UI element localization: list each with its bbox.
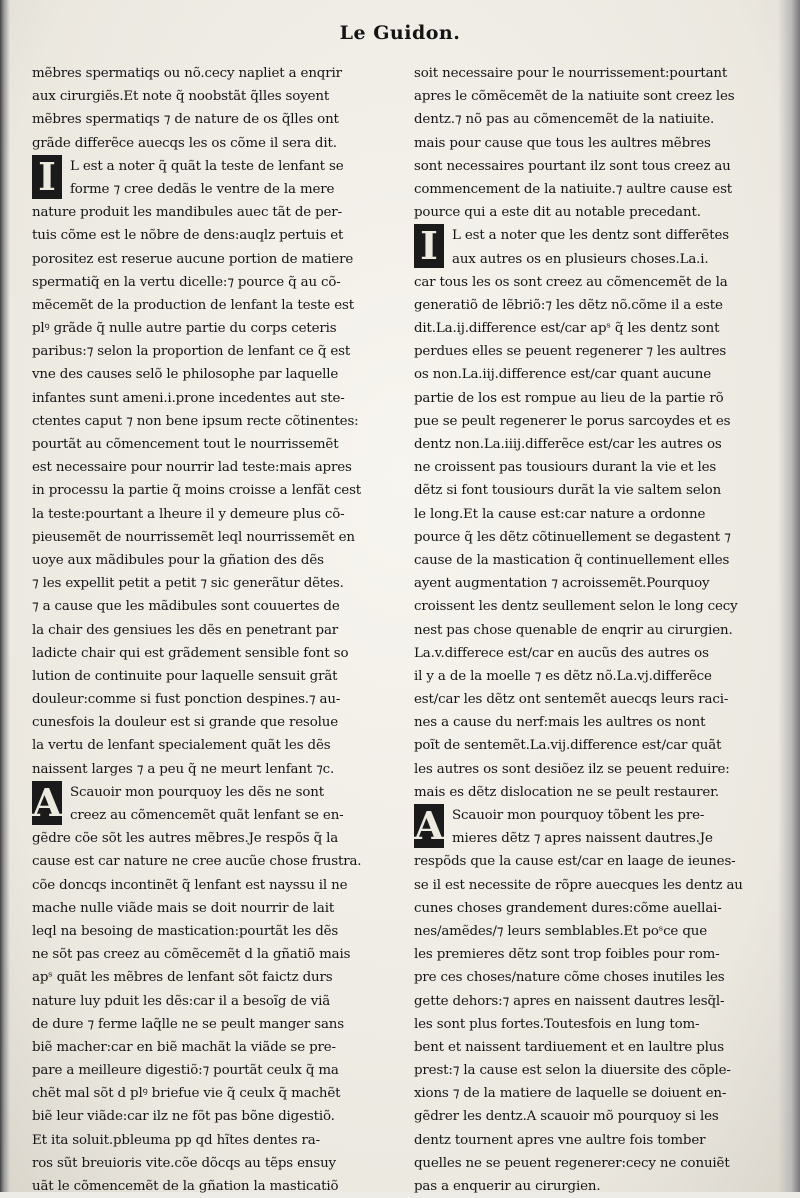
text-line: nature luy pduit les dẽs:car il a besoĩg de viã bbox=[32, 993, 331, 1009]
text-line: ⁊ a cause que les mãdibules sont couuertes de bbox=[32, 599, 340, 615]
text-line: uãt le cõmencemẽt de la gñation la masticatiõ bbox=[32, 1179, 339, 1194]
text-line: la teste:pourtant a lheure il y demeure plus cõ- bbox=[32, 506, 345, 522]
text-line: ne sõt pas creez au cõmẽcemẽt d la gñatiõ mais bbox=[32, 947, 351, 963]
text-line: tuis cõme est le nõbre de dens:auqlz pertuis et bbox=[32, 228, 344, 244]
text-line: dentz.⁊ nõ pas au cõmencemẽt de la natiuite. bbox=[414, 112, 715, 128]
text-line: xions ⁊ de la matiere de laquelle se doiuent en- bbox=[414, 1086, 727, 1102]
text-line: L est a noter que les dentz sont differẽtes bbox=[452, 228, 729, 244]
text-line: cause est car nature ne cree aucũe chose frustra. bbox=[32, 854, 362, 870]
text-line: creez au cõmencemẽt quãt lenfant se en- bbox=[70, 808, 344, 823]
text-line: in processu la partie q̃ moins croisse a lenfãt cest bbox=[32, 483, 362, 499]
drop-cap-initial: A bbox=[32, 779, 62, 825]
text-line: generatiõ de lẽbriõ:⁊ les dẽtz nõ.cõme il a este bbox=[414, 297, 723, 313]
text-line: car tous les os sont creez au cõmencemẽt de la bbox=[414, 274, 728, 290]
page-edge-shadow bbox=[778, 0, 800, 1192]
text-line: pue se peult regenerer le porus sarcoydes et es bbox=[414, 413, 731, 429]
text-line: mache nulle viãde mais se doit nourrir de lait bbox=[32, 900, 335, 916]
text-line: L est a noter q̃ quãt la teste de lenfant se bbox=[70, 158, 344, 174]
text-line: os non.La.iij.difference est/car quant aucune bbox=[414, 367, 711, 383]
text-line: commencement de la natiuite.⁊ aultre cause est bbox=[414, 181, 733, 197]
text-line: biẽ macher:car en biẽ machãt la viãde se pre- bbox=[32, 1039, 336, 1055]
text-line: aux autres os en plusieurs choses.La.i. bbox=[452, 251, 709, 267]
text-line: quelles ne se peuent regenerer:cecy ne conuiẽt bbox=[414, 1155, 730, 1171]
text-line: mẽbres spermatiqs ⁊ de nature de os q̃lles ont bbox=[32, 112, 339, 128]
text-line: mieres dẽtz ⁊ apres naissent dautres.Je bbox=[452, 831, 713, 847]
text-line: mẽcemẽt de la production de lenfant la teste est bbox=[32, 297, 354, 313]
text-line: dẽtz si font tousiours durãt la vie saltem selon bbox=[414, 483, 722, 499]
text-line: gẽdre cõe sõt les autres mẽbres.Je respõs q̃ la bbox=[32, 831, 339, 847]
text-line: pieusemẽt de nourrissemẽt leql nourrissemẽt en bbox=[32, 529, 355, 545]
drop-cap-initial: I bbox=[414, 224, 444, 268]
page-gutter-shadow bbox=[0, 0, 10, 1192]
text-line: ladicte chair qui est grãdement sensible font so bbox=[32, 645, 349, 661]
text-line: naissent larges ⁊ a peu q̃ ne meurt lenfant ⁊c. bbox=[32, 761, 335, 777]
text-line: les autres os sont desiõez ilz se peuent reduire: bbox=[414, 761, 730, 777]
text-line: Scauoir mon pourquoy les dẽs ne sont bbox=[70, 784, 324, 800]
drop-cap-initial: A bbox=[414, 803, 444, 848]
text-line: mẽbres spermatiqs ou nõ.cecy napliet a enqrir bbox=[32, 66, 342, 81]
text-line: pource qui a este dit au notable precedant. bbox=[414, 205, 701, 221]
text-line: de dure ⁊ ferme laq̃lle ne se peult manger sans bbox=[32, 1016, 344, 1032]
text-line: les premieres dẽtz sont trop foibles pour rom- bbox=[414, 947, 720, 963]
text-line: ayent augmentation ⁊ acroissemẽt.Pourquoy bbox=[414, 576, 710, 592]
text-line: spermatiq̃ en la vertu dicelle:⁊ pource q̃ au cõ- bbox=[32, 274, 341, 290]
text-line: est necessaire pour nourrir lad teste:mais apres bbox=[32, 460, 352, 476]
text-line: Scauoir mon pourquoy tõbent les pre- bbox=[452, 808, 705, 823]
text-line: sont necessaires pourtant ilz sont tous creez au bbox=[414, 158, 731, 174]
text-line: douleur:comme si fust ponction despines.⁊ au- bbox=[32, 692, 341, 708]
text-line: grãde differẽce auecqs les os cõme il sera dit. bbox=[32, 135, 337, 151]
text-line: la chair des gensiues les dẽs en penetrant par bbox=[32, 622, 339, 638]
text-line: lution de continuite pour laquelle sensuit grãt bbox=[32, 668, 338, 684]
text-line: nature produit les mandibules auec tãt de per- bbox=[32, 205, 342, 221]
text-line: ⁊ les expellit petit a petit ⁊ sic generãtur dẽtes. bbox=[32, 576, 344, 592]
text-line: nest pas chose quenable de enqrir au cirurgien. bbox=[414, 622, 733, 638]
text-line: Et ita soluit.pbleuma pp qd hĩtes dentes ra- bbox=[32, 1132, 320, 1148]
text-line: prest:⁊ la cause est selon la diuersite des cõple- bbox=[414, 1063, 731, 1079]
text-line: aux cirurgiẽs.Et note q̃ noobstãt q̃lles soyent bbox=[32, 89, 330, 105]
drop-cap-initial: I bbox=[32, 155, 62, 199]
text-line: perdues elles se peuent regenerer ⁊ les aultres bbox=[414, 344, 727, 360]
text-line: paribus:⁊ selon la proportion de lenfant ce q̃ est bbox=[32, 344, 351, 360]
text-line: est/car les dẽtz ont sentemẽt auecqs leurs raci- bbox=[414, 692, 729, 708]
text-line: dit.La.ij.difference est/car apˢ q̃ les dentz sont bbox=[414, 321, 720, 337]
running-header: Le Guidon. bbox=[339, 22, 461, 44]
text-line: dentz tournent apres vne aultre fois tomber bbox=[414, 1132, 706, 1148]
text-line: ctentes caput ⁊ non bene ipsum recte cõtinentes: bbox=[32, 413, 359, 429]
text-line: forme ⁊ cree dedãs le ventre de la mere bbox=[70, 181, 335, 197]
text-line: nes a cause du nerf:mais les aultres os nont bbox=[414, 715, 706, 731]
right-column bbox=[414, 62, 774, 1198]
text-line: vne des causes selõ le philosophe par laquelle bbox=[32, 367, 339, 383]
text-line: bent et naissent tardiuement et en laultre plus bbox=[414, 1039, 724, 1055]
text-line: respõds que la cause est/car en laage de ieunes- bbox=[414, 854, 736, 870]
text-line: poĩt de sentemẽt.La.vij.difference est/car quãt bbox=[414, 738, 722, 754]
text-line: nes/amẽdes/⁊ leurs semblables.Et poˢce que bbox=[414, 923, 707, 939]
text-line: partie de los est rompue au lieu de la partie rõ bbox=[414, 390, 724, 406]
text-line: cõe doncqs incontinẽt q̃ lenfant est nayssu il ne bbox=[32, 877, 348, 893]
text-line: ne croissent pas tousiours durant la vie et les bbox=[414, 460, 717, 476]
text-line: il y a de la moelle ⁊ es dẽtz nõ.La.vj.differẽce bbox=[414, 668, 712, 684]
text-line: les sont plus fortes.Toutesfois en lung tom- bbox=[414, 1016, 700, 1032]
text-line: ros sũt breuioris vite.cõe dõcqs au tẽps ensuy bbox=[32, 1155, 336, 1171]
text-line: biẽ leur viãde:car ilz ne fõt pas bõne digestiõ. bbox=[32, 1109, 335, 1125]
text-line: cause de la mastication q̃ continuellement elles bbox=[414, 552, 730, 568]
text-line: apˢ quãt les mẽbres de lenfant sõt faictz durs bbox=[32, 970, 333, 986]
text-line: gẽdrer les dentz.A scauoir mõ pourquoy si les bbox=[414, 1109, 719, 1125]
text-line: pource q̃ les dẽtz cõtinuellement se degastent ⁊ bbox=[414, 529, 731, 545]
text-line: chẽt mal sõt d plꝰ briefue vie q̃ ceulx q̃ machẽt bbox=[32, 1086, 341, 1102]
text-line: soit necessaire pour le nourrissement:pourtant bbox=[414, 66, 728, 81]
text-line: pre ces choses/nature cõme choses inutiles les bbox=[414, 970, 725, 986]
text-line: le long.Et la cause est:car nature a ordonne bbox=[414, 506, 706, 522]
text-line: croissent les dentz seullement selon le long cecy bbox=[414, 599, 738, 615]
text-line: pare a meilleure digestiõ:⁊ pourtãt ceulx q̃ ma bbox=[32, 1063, 339, 1079]
text-line: mais es dẽtz dislocation ne se peult restaurer. bbox=[414, 784, 720, 800]
text-line: cunes choses grandement dures:cõme auellai- bbox=[414, 900, 722, 916]
text-line: gette dehors:⁊ apres en naissent dautres lesq̃l- bbox=[414, 993, 725, 1009]
text-line: pourtãt au cõmencement tout le nourrissemẽt bbox=[32, 437, 339, 452]
text-line: dentz non.La.iiij.differẽce est/car les autres os bbox=[414, 437, 722, 452]
text-line: leql na besoing de mastication:pourtãt les dẽs bbox=[32, 923, 339, 939]
text-line: apres le cõmẽcemẽt de la natiuite sont creez les bbox=[414, 89, 735, 105]
text-line: uoye aux mãdibules pour la gñation des dẽs bbox=[32, 552, 324, 568]
text-line: la vertu de lenfant specialement quãt les dẽs bbox=[32, 738, 331, 754]
text-line: se il est necessite de rõpre auecques les dentz au bbox=[414, 877, 743, 893]
text-line: cunesfois la douleur est si grande que resolue bbox=[32, 715, 338, 731]
text-line: mais pour cause que tous les aultres mẽbres bbox=[414, 135, 711, 151]
text-line: La.v.differece est/car en aucũs des autres os bbox=[414, 645, 709, 661]
left-column bbox=[32, 62, 392, 1198]
text-line: pas a enquerir au cirurgien. bbox=[414, 1179, 601, 1194]
text-line: porositez est reserue aucune portion de matiere bbox=[32, 251, 354, 267]
text-line: plꝰ grãde q̃ nulle autre partie du corps ceteris bbox=[32, 321, 337, 337]
text-line: infantes sunt ameni.i.prone incedentes aut ste- bbox=[32, 390, 345, 406]
